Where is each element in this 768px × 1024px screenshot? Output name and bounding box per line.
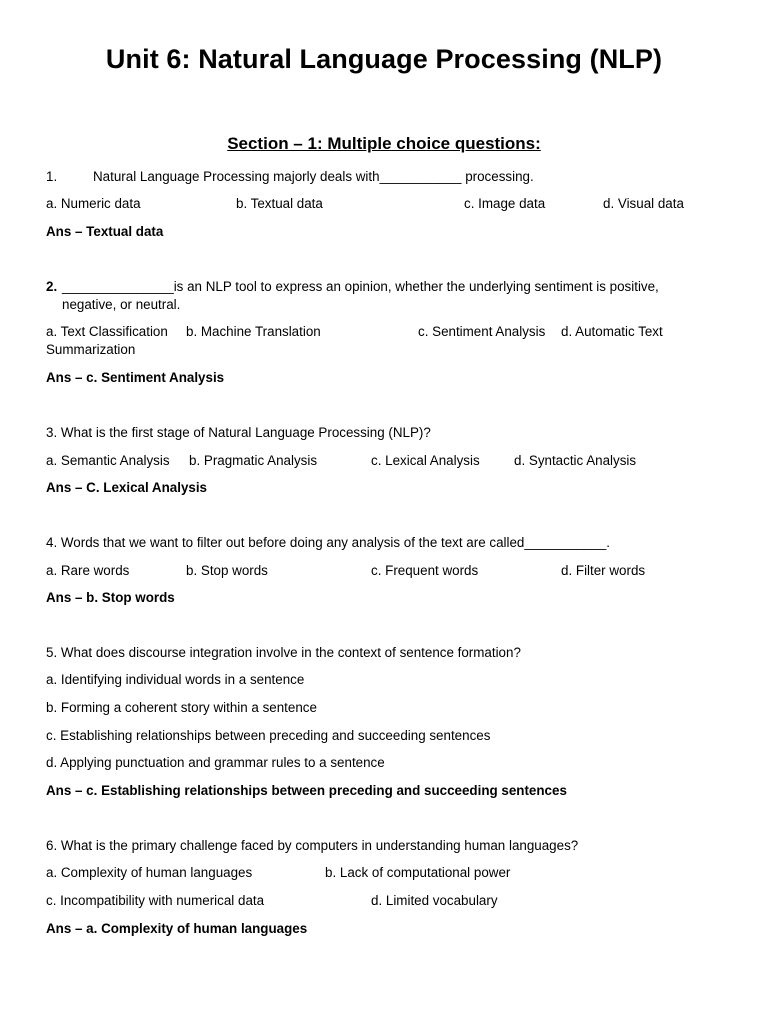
question-1-number: 1. <box>46 169 58 184</box>
question-2-number-label: 2. <box>46 279 58 294</box>
question-2-option-a: a. Text Classification <box>46 324 168 339</box>
question-5-option-b: b. Forming a coherent story within a sentence <box>46 700 317 715</box>
question-1-option-a: a. Numeric data <box>46 196 141 211</box>
question-1-text: Natural Language Processing majorly deals with___________ processing. <box>93 169 534 184</box>
question-5-text: 5. What does discourse integration involve in the context of sentence formation? <box>46 645 521 660</box>
question-6-answer: Ans – a. Complexity of human languages <box>46 921 308 936</box>
question-4-option-d: d. Filter words <box>561 563 646 578</box>
question-2-option-d-continued: Summarization <box>46 342 136 357</box>
question-2-number <box>46 278 57 296</box>
question-3-text: 3. What is the first stage of Natural Language Processing (NLP)? <box>46 425 431 440</box>
question-6-text: 6. What is the primary challenge faced by computers in understanding human languages? <box>46 838 579 853</box>
question-6-option-b: b. Lack of computational power <box>325 865 511 880</box>
question-5-answer: Ans – c. Establishing relationships between preceding and succeeding sentences <box>46 783 567 798</box>
question-1-option-b: b. Textual data <box>236 196 323 211</box>
question-1-answer: Ans – Textual data <box>46 224 164 239</box>
question-2-answer: Ans – c. Sentiment Analysis <box>46 370 225 385</box>
question-4-answer: Ans – b. Stop words <box>46 590 175 605</box>
question-2-option-c: c. Sentiment Analysis <box>418 324 546 339</box>
question-2-option-d: d. Automatic Text <box>561 324 663 339</box>
question-5-option-d: d. Applying punctuation and grammar rules to a sentence <box>46 755 385 770</box>
question-4-option-a: a. Rare words <box>46 563 130 578</box>
question-3-answer: Ans – C. Lexical Analysis <box>46 480 208 495</box>
page-title: Unit 6: Natural Language Processing (NLP) <box>105 44 663 74</box>
question-4-text: 4. Words that we want to filter out before doing any analysis of the text are called___________. <box>46 535 611 550</box>
question-2-text: _______________is an NLP tool to express an opinion, whether the underlying sentiment is positive, negative, or neutral. <box>62 279 659 312</box>
question-1-option-d: d. Visual data <box>603 196 684 211</box>
question-4-option-c: c. Frequent words <box>371 563 479 578</box>
question-6-option-d: d. Limited vocabulary <box>371 893 498 908</box>
question-3-option-b: b. Pragmatic Analysis <box>189 453 318 468</box>
question-6-option-c: c. Incompatibility with numerical data <box>46 893 265 908</box>
question-4-option-b: b. Stop words <box>186 563 268 578</box>
question-5-option-a: a. Identifying individual words in a sentence <box>46 672 305 687</box>
question-1-option-c: c. Image data <box>464 196 546 211</box>
question-5-option-c: c. Establishing relationships between preceding and succeeding sentences <box>46 728 491 743</box>
section-heading: Section – 1: Multiple choice questions: <box>227 134 541 153</box>
question-3-option-a: a. Semantic Analysis <box>46 453 170 468</box>
question-3-option-c: c. Lexical Analysis <box>371 453 480 468</box>
question-3-option-d: d. Syntactic Analysis <box>514 453 637 468</box>
question-2-option-b: b. Machine Translation <box>186 324 321 339</box>
question-6-option-a: a. Complexity of human languages <box>46 865 253 880</box>
